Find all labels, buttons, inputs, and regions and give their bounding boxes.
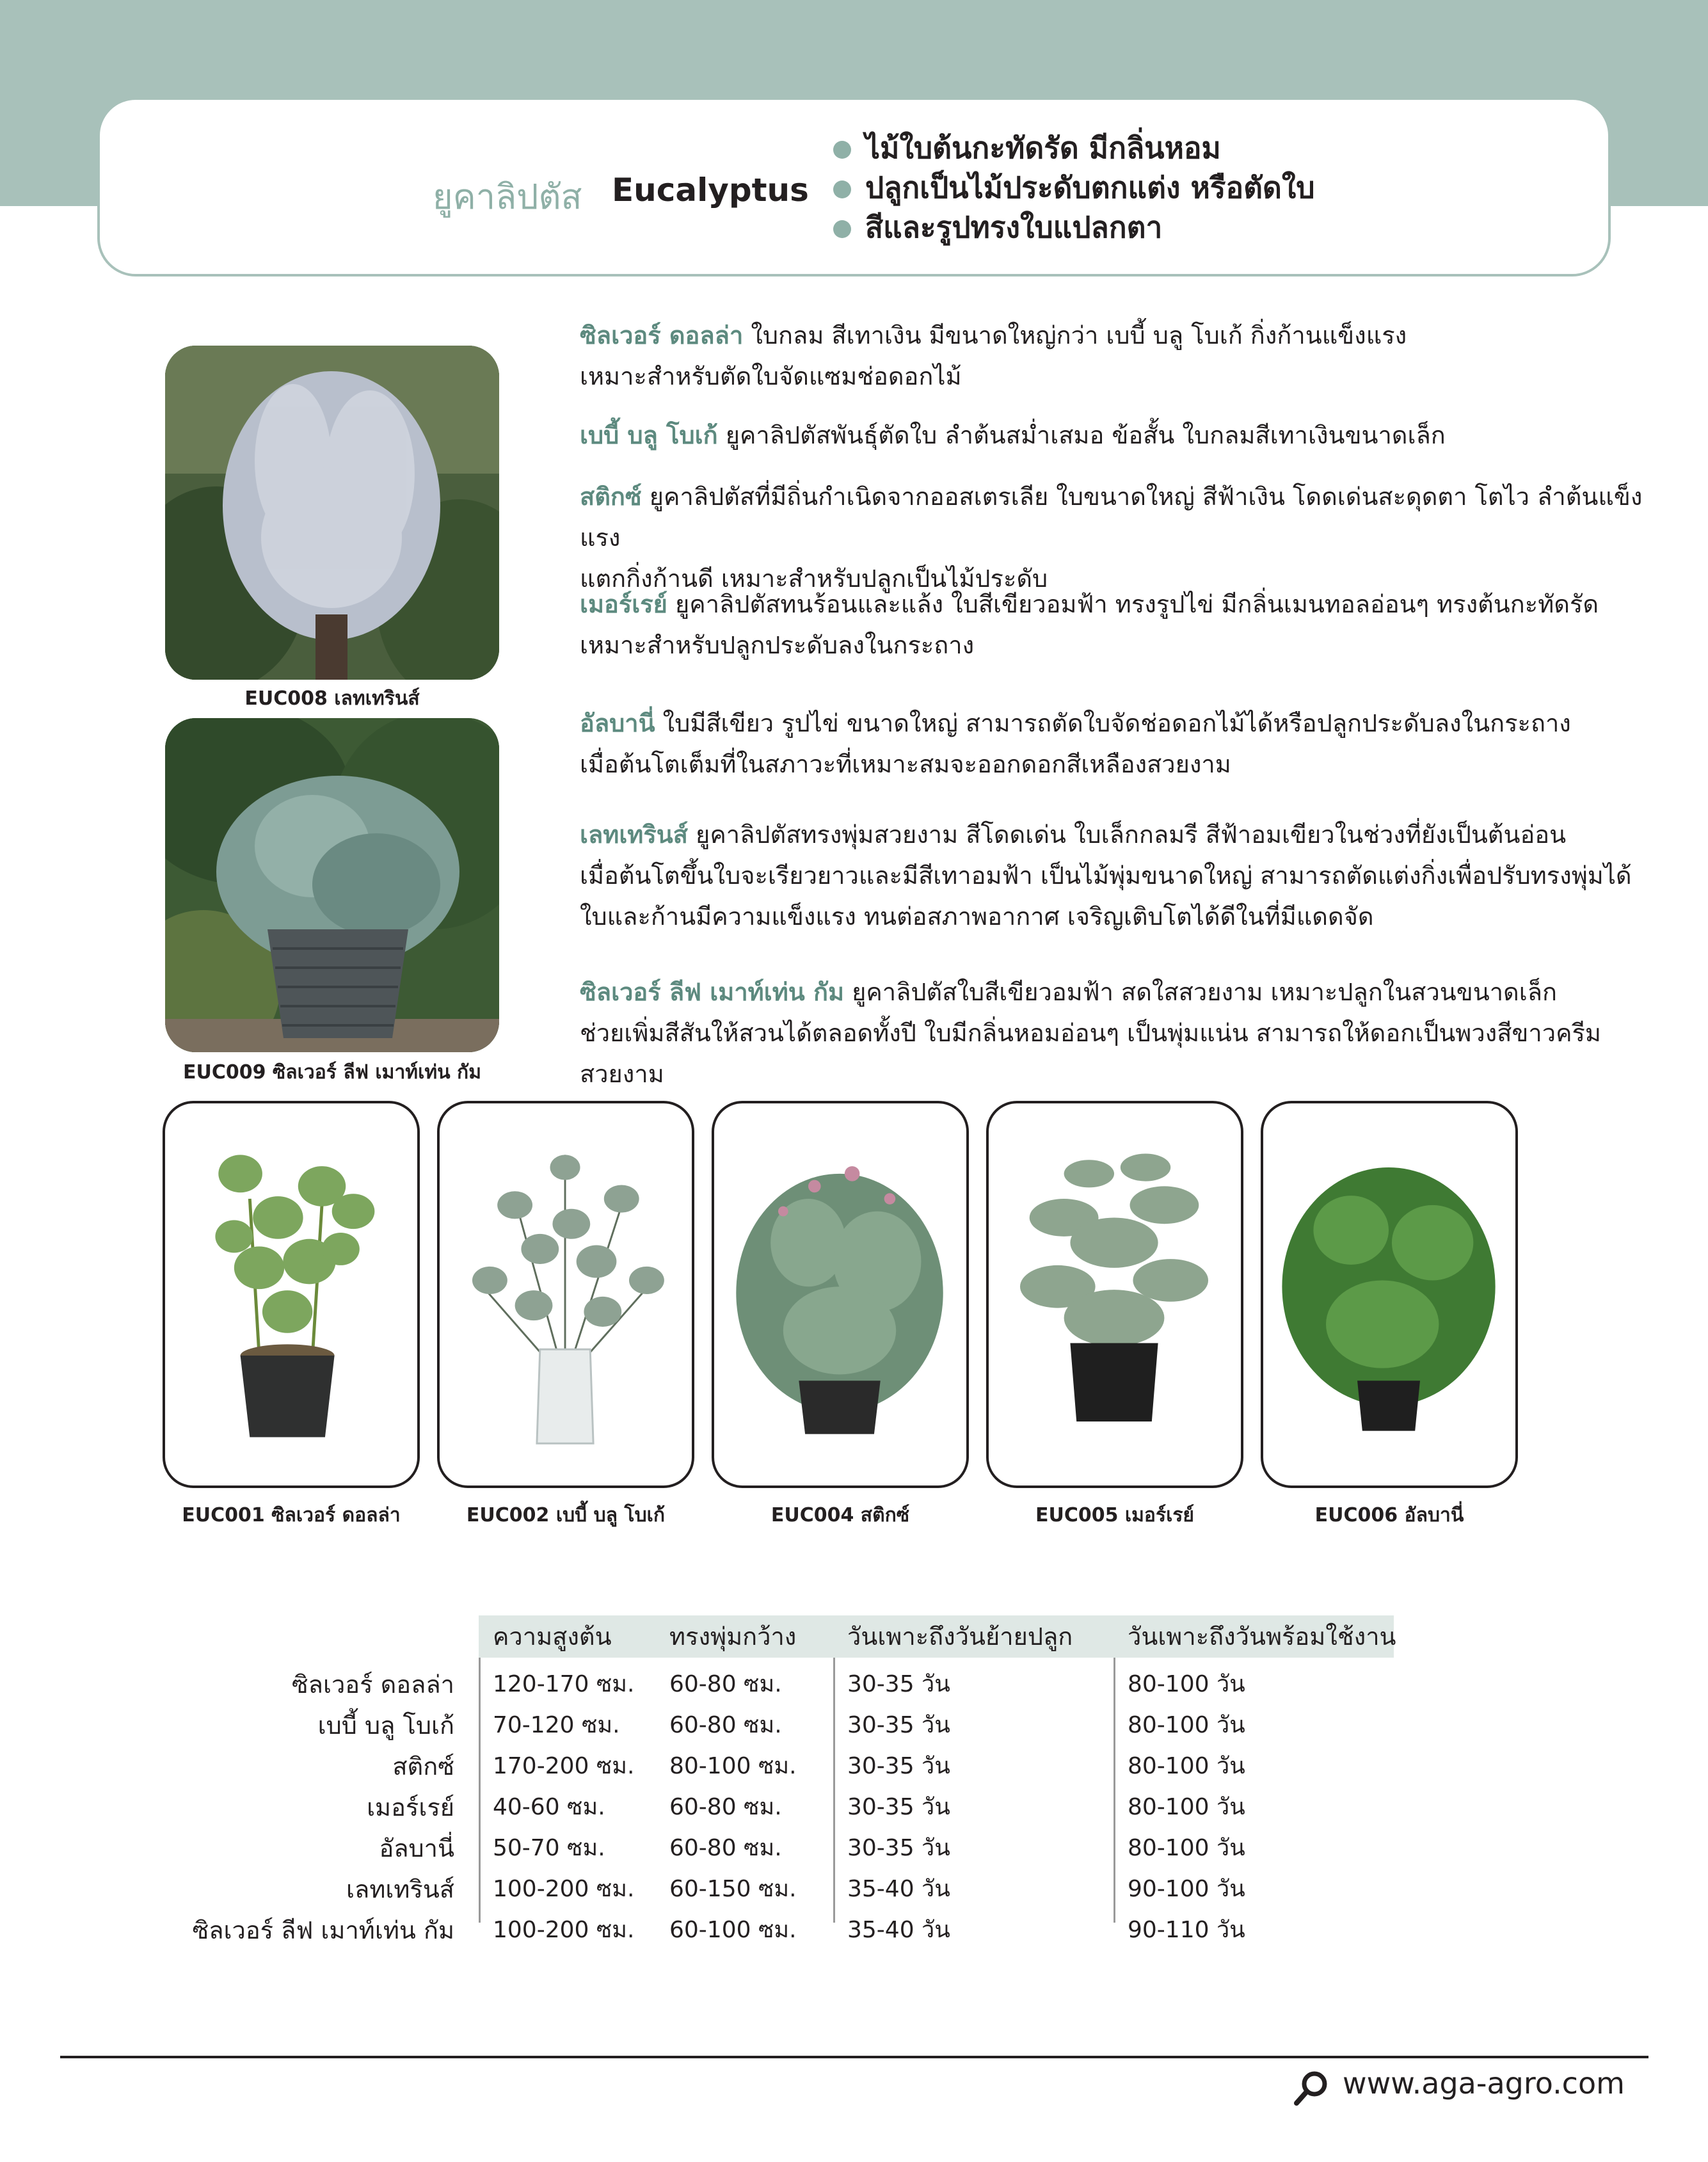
- table-cell: 80-100 วัน: [1128, 1835, 1245, 1861]
- product-card-euc001[interactable]: [163, 1101, 420, 1488]
- photo-euc009: [165, 718, 499, 1052]
- table-cell: 80-100 ซม.: [669, 1753, 797, 1779]
- table-cell: 35-40 วัน: [847, 1917, 950, 1943]
- photo-caption: EUC008 เลทเทรินส์: [244, 687, 420, 710]
- table-row-label: สติกซ์: [392, 1752, 454, 1781]
- search-icon: [1293, 2069, 1331, 2107]
- table-cell: 60-150 ซม.: [669, 1876, 797, 1902]
- table-cell: 60-100 ซม.: [669, 1917, 797, 1943]
- table-row-label: เบบี้ บลู โบเก้: [317, 1711, 454, 1740]
- table-header: วันเพาะถึงวันพร้อมใช้งาน: [1113, 1615, 1394, 1658]
- bullet-dot-icon: [833, 180, 851, 198]
- table-cell: 70-120 ซม.: [493, 1712, 620, 1738]
- table-cell: 60-80 ซม.: [669, 1671, 782, 1697]
- product-caption: EUC005 เมอร์เรย์: [1035, 1504, 1195, 1526]
- table-cell: 40-60 ซม.: [493, 1794, 605, 1820]
- table-cell: 80-100 วัน: [1128, 1712, 1245, 1738]
- product-card-euc005[interactable]: [986, 1101, 1243, 1488]
- table-row-label: อัลบานี่: [379, 1834, 454, 1862]
- description-albany: อัลบานี่ ใบมีสีเขียว รูปไข่ ขนาดใหญ่ สามารถตัดใบจัดช่อดอกไม้ได้หรือปลูกประดับลงในกระถาง เมื่อต้นโตเต็มที่ในสภาวะที่เหมาะสมจะออกดอกสีเหลืองสวยงาม: [580, 709, 1571, 778]
- table-cell: 30-35 วัน: [847, 1794, 950, 1820]
- table-cell: 90-100 วัน: [1128, 1876, 1245, 1902]
- feature-bullet: สีและรูปทรงใบแปลกตา: [833, 207, 1315, 247]
- table-cell: 100-200 ซม.: [493, 1917, 635, 1943]
- description-baby-blue: เบบี้ บลู โบเก้ ยูคาลิปตัสพันธุ์ตัดใบ ลำต้นสม่ำเสมอ ข้อสั้น ใบกลมสีเทาเงินขนาดเล็ก: [580, 421, 1446, 449]
- feature-bullets: [833, 128, 1315, 247]
- table-cell: 30-35 วัน: [847, 1671, 950, 1697]
- table-row-label: ซิลเวอร์ ดอลล่า: [291, 1670, 454, 1699]
- feature-bullet: ปลูกเป็นไม้ประดับตกแต่ง หรือตัดใบ: [833, 168, 1315, 207]
- table-header: วันเพาะถึงวันย้ายปลูก: [833, 1615, 1113, 1658]
- product-card-euc002[interactable]: [437, 1101, 694, 1488]
- description-stix: สติกซ์ ยูคาลิปตัสที่มีถิ่นกำเนิดจากออสเตรเลีย ใบขนาดใหญ่ สีฟ้าเงิน โดดเด่นสะดุดตา โตไว ลำต้นแข็งแรง แตกกิ่งก้านดี เหมาะสำหรับปลูกเป็นไม้ประดับ: [580, 483, 1643, 593]
- table-divider: [833, 1658, 835, 1923]
- product-caption: EUC001 ซิลเวอร์ ดอลล่า: [182, 1504, 401, 1526]
- photo-euc008: [165, 346, 499, 680]
- table-cell: 100-200 ซม.: [493, 1876, 635, 1902]
- product-caption: EUC004 สติกซ์: [770, 1504, 910, 1526]
- title-thai: ยูคาลิปตัส: [433, 177, 582, 217]
- table-header: ความสูงต้น: [479, 1615, 655, 1658]
- table-cell: 35-40 วัน: [847, 1876, 950, 1902]
- table-divider: [479, 1658, 481, 1923]
- description-lettrins: เลทเทรินส์ ยูคาลิปตัสทรงพุ่มสวยงาม สีโดดเด่น ใบเล็กกลมรี สีฟ้าอมเขียวในช่วงที่ยังเป็นต้นอ่อน เมื่อต้นโตขึ้นใบจะเรียวยาวและมีสีเทาอมฟ้า เป็นไม้พุ่มขนาดใหญ่ สามารถตัดแต่งกิ่งเพื่อปรับทรงพุ่มได้ ใบและก้านมีความแข็งแรง ทนต่อสภาพอากาศ เจริญเติบโตได้ดีในที่มีแดดจัด: [580, 821, 1632, 931]
- table-row-label: เมอร์เรย์: [367, 1793, 454, 1822]
- table-cell: 50-70 ซม.: [493, 1835, 605, 1861]
- product-caption: EUC006 อัลบานี่: [1314, 1504, 1464, 1526]
- table-cell: 80-100 วัน: [1128, 1794, 1245, 1820]
- table-cell: 60-80 ซม.: [669, 1794, 782, 1820]
- bullet-dot-icon: [833, 141, 851, 159]
- table-cell: 80-100 วัน: [1128, 1753, 1245, 1779]
- photo-caption: EUC009 ซิลเวอร์ ลีฟ เมาท์เท่น กัม: [183, 1061, 481, 1084]
- product-caption: EUC002 เบบี้ บลู โบเก้: [466, 1504, 666, 1526]
- table-cell: 60-80 ซม.: [669, 1712, 782, 1738]
- table-cell: 30-35 วัน: [847, 1712, 950, 1738]
- table-header: ทรงพุ่มกว้าง: [655, 1615, 833, 1658]
- title-english: Eucalyptus: [612, 172, 809, 209]
- footer-divider: [60, 2056, 1648, 2058]
- table-cell: 60-80 ซม.: [669, 1835, 782, 1861]
- description-silver-leaf-mountain-gum: ซิลเวอร์ ลีฟ เมาท์เท่น กัม ยูคาลิปตัสใบสีเขียวอมฟ้า สดใสสวยงาม เหมาะปลูกในสวนขนาดเล็ก ช่วยเพิ่มสีสันให้สวนได้ตลอดทั้งปี ใบมีกลิ่นหอมอ่อนๆ เป็นพุ่มแน่น สามารถให้ดอกเป็นพวงสีขาวครีมสวยงาม: [580, 978, 1601, 1088]
- description-silver-dollar: ซิลเวอร์ ดอลล่า ใบกลม สีเทาเงิน มีขนาดใหญ่กว่า เบบี้ บลู โบเก้ กิ่งก้านแข็งแรง เหมาะสำหรับตัดใบจัดแซมช่อดอกไม้: [580, 321, 1407, 390]
- table-cell: 80-100 วัน: [1128, 1671, 1245, 1697]
- website-link[interactable]: www.aga-agro.com: [1343, 2066, 1625, 2101]
- table-cell: 30-35 วัน: [847, 1835, 950, 1861]
- table-cell: 90-110 วัน: [1128, 1917, 1245, 1943]
- table-row-label: ซิลเวอร์ ลีฟ เมาท์เท่น กัม: [192, 1916, 454, 1944]
- description-murray: เมอร์เรย์ ยูคาลิปตัสทนร้อนและแล้ง ใบสีเขียวอมฟ้า ทรงรูปไข่ มีกลิ่นเมนทอลอ่อนๆ ทรงต้นกะทัดรัด เหมาะสำหรับปลูกประดับลงในกระถาง: [580, 590, 1599, 659]
- header-card: [97, 97, 1611, 276]
- table-cell: 30-35 วัน: [847, 1753, 950, 1779]
- product-card-euc006[interactable]: [1261, 1101, 1518, 1488]
- feature-bullet: ไม้ใบต้นกะทัดรัด มีกลิ่นหอม: [833, 128, 1315, 168]
- table-divider: [1113, 1658, 1115, 1923]
- bullet-dot-icon: [833, 220, 851, 238]
- table-cell: 120-170 ซม.: [493, 1671, 635, 1697]
- table-cell: 170-200 ซม.: [493, 1753, 635, 1779]
- product-card-euc004[interactable]: [712, 1101, 969, 1488]
- table-row-label: เลทเทรินส์: [346, 1875, 454, 1903]
